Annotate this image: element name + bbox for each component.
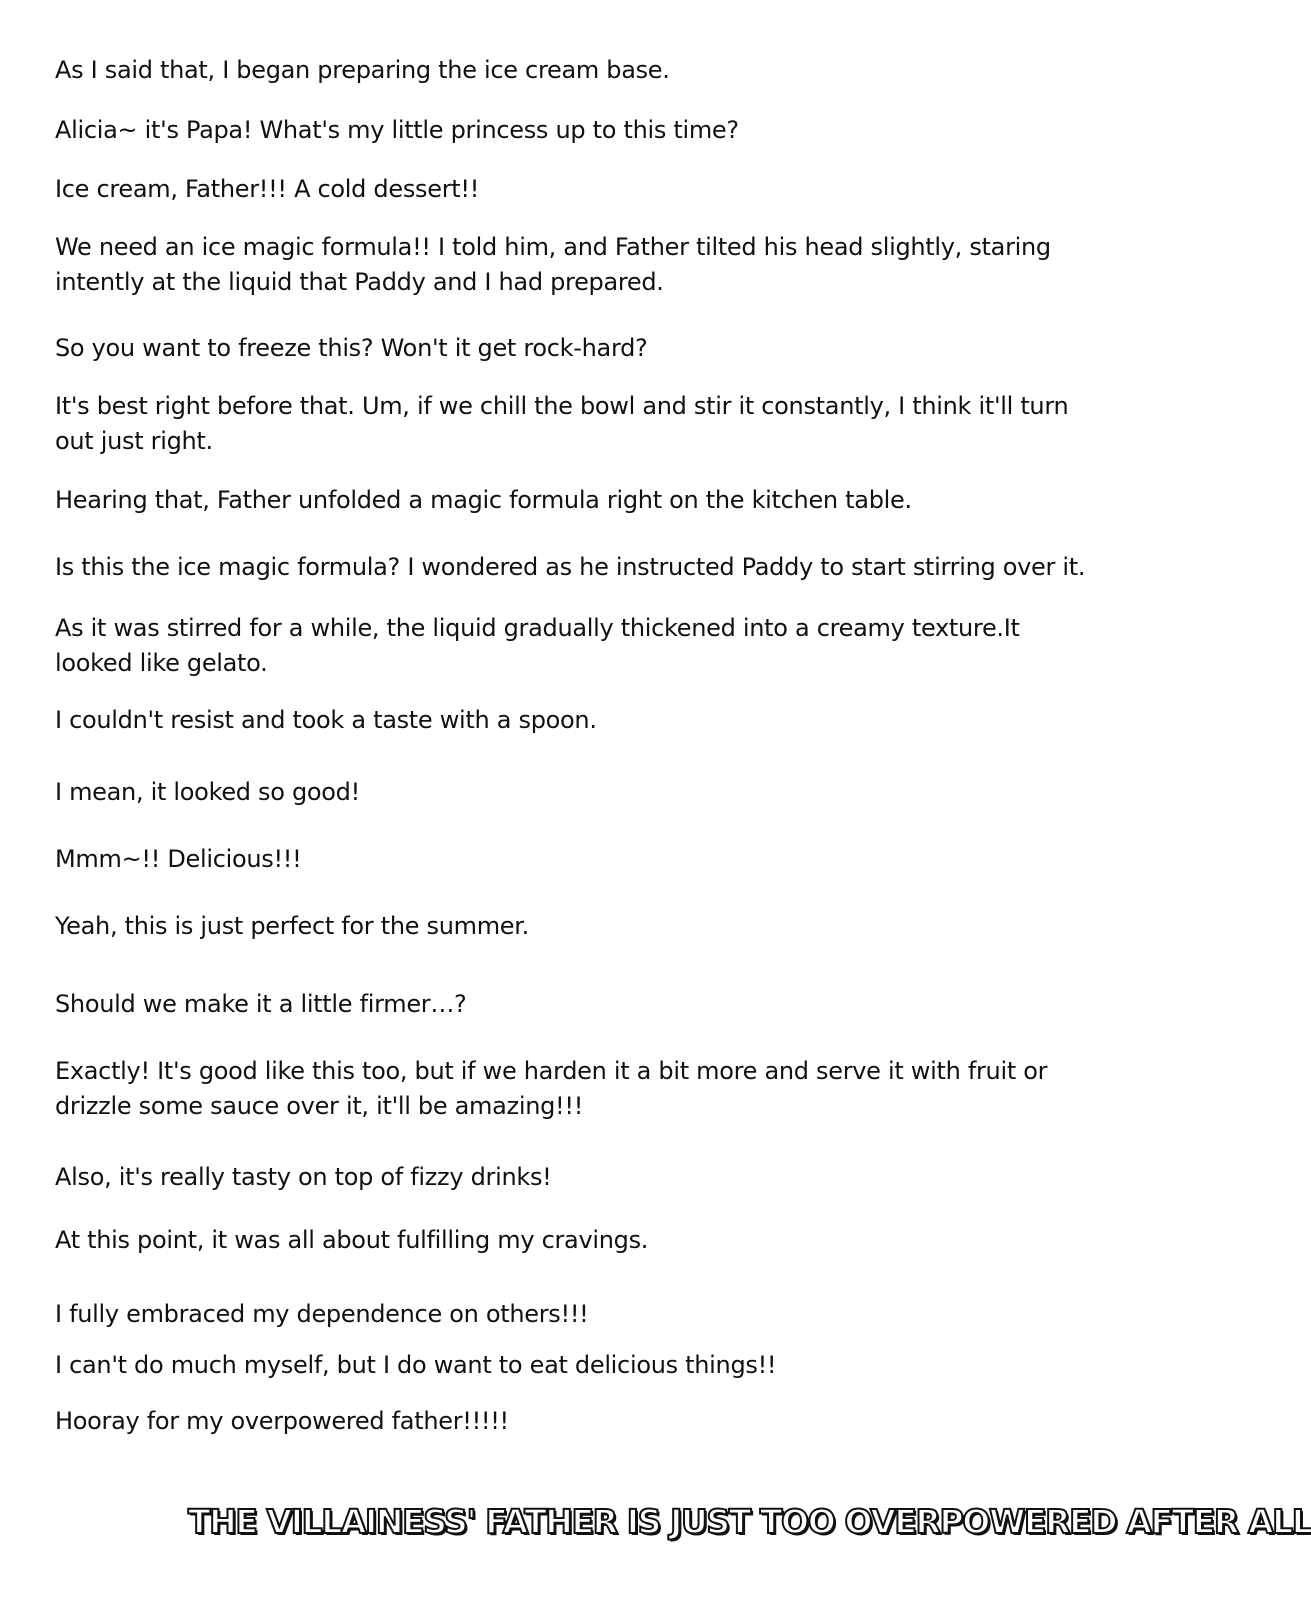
paragraph: Is this the ice magic formula? I wondered as he instructed Paddy to start stirring over it.: [55, 553, 1086, 581]
paragraph: Alicia~ it's Papa! What's my little princess up to this time?: [55, 116, 739, 144]
paragraph: Hearing that, Father unfolded a magic formula right on the kitchen table.: [55, 486, 912, 514]
paragraph: Also, it's really tasty on top of fizzy drinks!: [55, 1163, 552, 1191]
paragraph: Exactly! It's good like this too, but if we harden it a bit more and serve it with fruit or drizzle some sauce over it, it'll be amazing!!!: [55, 1057, 1048, 1120]
paragraph: At this point, it was all about fulfilling my cravings.: [55, 1226, 649, 1254]
paragraph: I fully embraced my dependence on others!!!: [55, 1300, 589, 1328]
paragraph: As it was stirred for a while, the liquid gradually thickened into a creamy texture.It looked like gelato.: [55, 614, 1020, 677]
paragraph: So you want to freeze this? Won't it get rock-hard?: [55, 334, 648, 362]
paragraph: Yeah, this is just perfect for the summer.: [55, 912, 529, 940]
paragraph: Should we make it a little firmer…?: [55, 990, 467, 1018]
paragraph: Ice cream, Father!!! A cold dessert!!: [55, 175, 480, 203]
paragraph: Mmm~!! Delicious!!!: [55, 845, 302, 873]
paragraph: I can't do much myself, but I do want to eat delicious things!!: [55, 1351, 777, 1379]
paragraph: It's best right before that. Um, if we chill the bowl and stir it constantly, I think it'll turn out just right.: [55, 392, 1069, 455]
paragraph: Hooray for my overpowered father!!!!!: [55, 1407, 509, 1435]
series-title-banner: THE VILLAINESS' FATHER IS JUST TOO OVERPOWERED AFTER ALL: [188, 1502, 1311, 1541]
paragraph: I couldn't resist and took a taste with a spoon.: [55, 706, 597, 734]
paragraph: We need an ice magic formula!! I told him, and Father tilted his head slightly, staring intently at the liquid that Paddy and I had prepared.: [55, 233, 1051, 296]
paragraph: As I said that, I began preparing the ice cream base.: [55, 56, 670, 84]
paragraph: I mean, it looked so good!: [55, 778, 360, 806]
